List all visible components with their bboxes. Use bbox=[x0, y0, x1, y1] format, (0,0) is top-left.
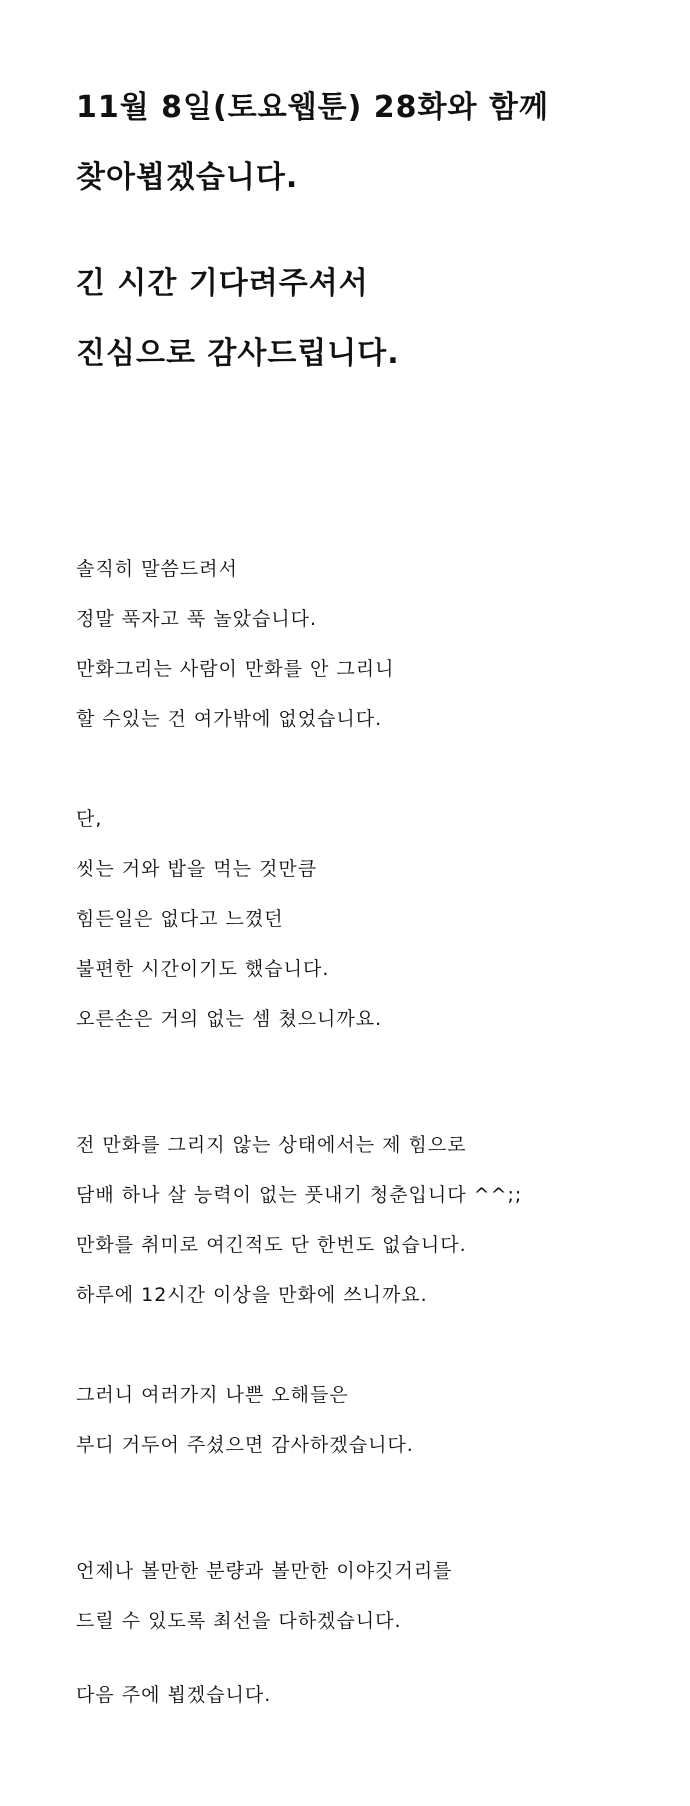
thanks-line-2: 진심으로 감사드립니다. bbox=[76, 336, 400, 371]
body-line: 전 만화를 그리지 않는 상태에서는 제 힘으로 bbox=[76, 1134, 467, 1156]
body-line: 만화를 취미로 여긴적도 단 한번도 없습니다. bbox=[76, 1234, 467, 1256]
notice-heading-line-1: 11월 8일(토요웹툰) 28화와 함께 bbox=[76, 90, 549, 125]
body-line: 오른손은 거의 없는 셈 쳤으니까요. bbox=[76, 1008, 383, 1030]
body-line: 언제나 볼만한 분량과 볼만한 이야깃거리를 bbox=[76, 1560, 453, 1582]
body-line: 담배 하나 살 능력이 없는 풋내기 청춘입니다 ^^;; bbox=[76, 1184, 523, 1206]
body-line: 그러니 여러가지 나쁜 오해들은 bbox=[76, 1384, 349, 1406]
body-line: 드릴 수 있도록 최선을 다하겠습니다. bbox=[76, 1610, 402, 1632]
body-line: 힘든일은 없다고 느꼈던 bbox=[76, 908, 284, 930]
body-line: 할 수있는 건 여가밖에 없었습니다. bbox=[76, 708, 383, 730]
body-line: 만화그리는 사람이 만화를 안 그리니 bbox=[76, 658, 395, 680]
thanks-line-1: 긴 시간 기다려주셔서 bbox=[76, 266, 369, 301]
body-line: 부디 거두어 주셨으면 감사하겠습니다. bbox=[76, 1434, 414, 1456]
notice-heading-line-2: 찾아뵙겠습니다. bbox=[76, 160, 299, 195]
body-line: 정말 푹자고 푹 놀았습니다. bbox=[76, 608, 318, 630]
body-line: 하루에 12시간 이상을 만화에 쓰니까요. bbox=[76, 1284, 428, 1306]
body-line: 씻는 거와 밥을 먹는 것만큼 bbox=[76, 858, 318, 880]
body-line: 단, bbox=[76, 808, 103, 830]
body-line: 불편한 시간이기도 했습니다. bbox=[76, 958, 330, 980]
body-line: 솔직히 말씀드려서 bbox=[76, 558, 238, 580]
closing-line: 다음 주에 뵙겠습니다. bbox=[76, 1684, 272, 1706]
